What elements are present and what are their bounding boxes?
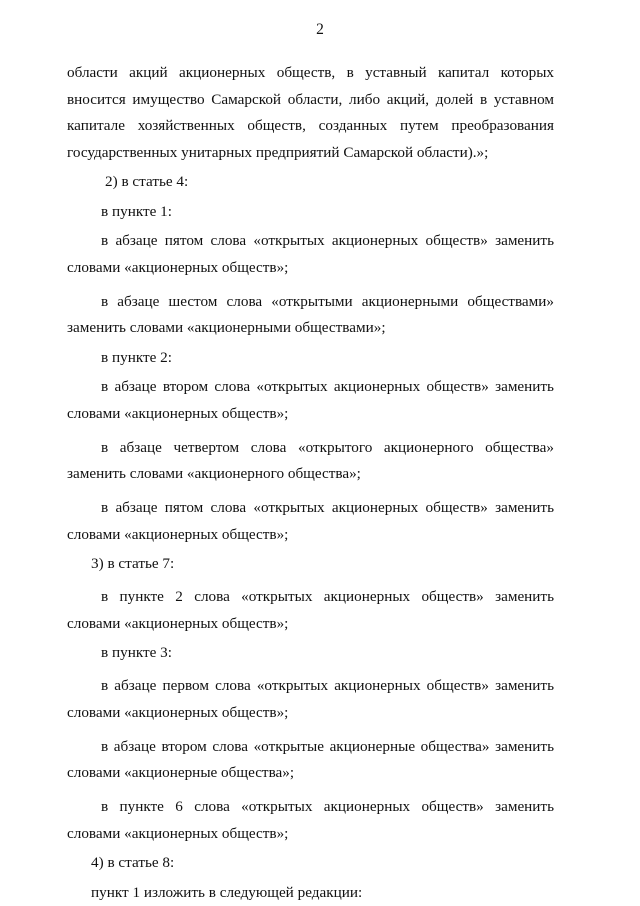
text-line: в абзаце шестом слова «открытыми акционерными обществами» (67, 289, 554, 316)
text-line: в пункте 2: (67, 345, 554, 372)
text-line: пункт 1 изложить в следующей редакции: (67, 880, 554, 906)
text-line: государственных унитарных предприятий Самарской области).»; (67, 140, 554, 167)
text-line: вносится имущество Самарской области, либо акций, долей в уставном (67, 87, 554, 114)
text-line: словами «акционерные общества»; (67, 760, 554, 787)
text-line: в абзаце первом слова «открытых акционерных обществ» заменить (67, 673, 554, 700)
text-line: заменить словами «акционерными обществами»; (67, 315, 554, 342)
text-line: 3) в статье 7: (67, 551, 554, 578)
text-line: словами «акционерных обществ»; (67, 522, 554, 549)
text-line: в абзаце пятом слова «открытых акционерных обществ» заменить (67, 495, 554, 522)
text-line: в абзаце втором слова «открытые акционерные общества» заменить (67, 734, 554, 761)
text-line: заменить словами «акционерного общества»; (67, 461, 554, 488)
text-line: капитале хозяйственных обществ, созданных путем преобразования (67, 113, 554, 140)
text-line: в абзаце втором слова «открытых акционерных обществ» заменить (67, 374, 554, 401)
document-body (67, 60, 554, 906)
text-line: в абзаце четвертом слова «открытого акционерного общества» (67, 435, 554, 462)
text-line: в пункте 2 слова «открытых акционерных обществ» заменить (67, 584, 554, 611)
text-line: словами «акционерных обществ»; (67, 401, 554, 428)
text-line: в пункте 1: (67, 199, 554, 226)
text-line: словами «акционерных обществ»; (67, 255, 554, 282)
text-line: в пункте 6 слова «открытых акционерных обществ» заменить (67, 794, 554, 821)
text-line: в абзаце пятом слова «открытых акционерных обществ» заменить (67, 228, 554, 255)
text-line: 2) в статье 4: (67, 169, 554, 196)
text-line: 4) в статье 8: (67, 850, 554, 877)
text-line: словами «акционерных обществ»; (67, 611, 554, 638)
text-line: словами «акционерных обществ»; (67, 821, 554, 848)
page-number: 2 (0, 21, 640, 39)
text-line: словами «акционерных обществ»; (67, 700, 554, 727)
text-line: области акций акционерных обществ, в уставный капитал которых (67, 60, 554, 87)
text-line: в пункте 3: (67, 640, 554, 667)
